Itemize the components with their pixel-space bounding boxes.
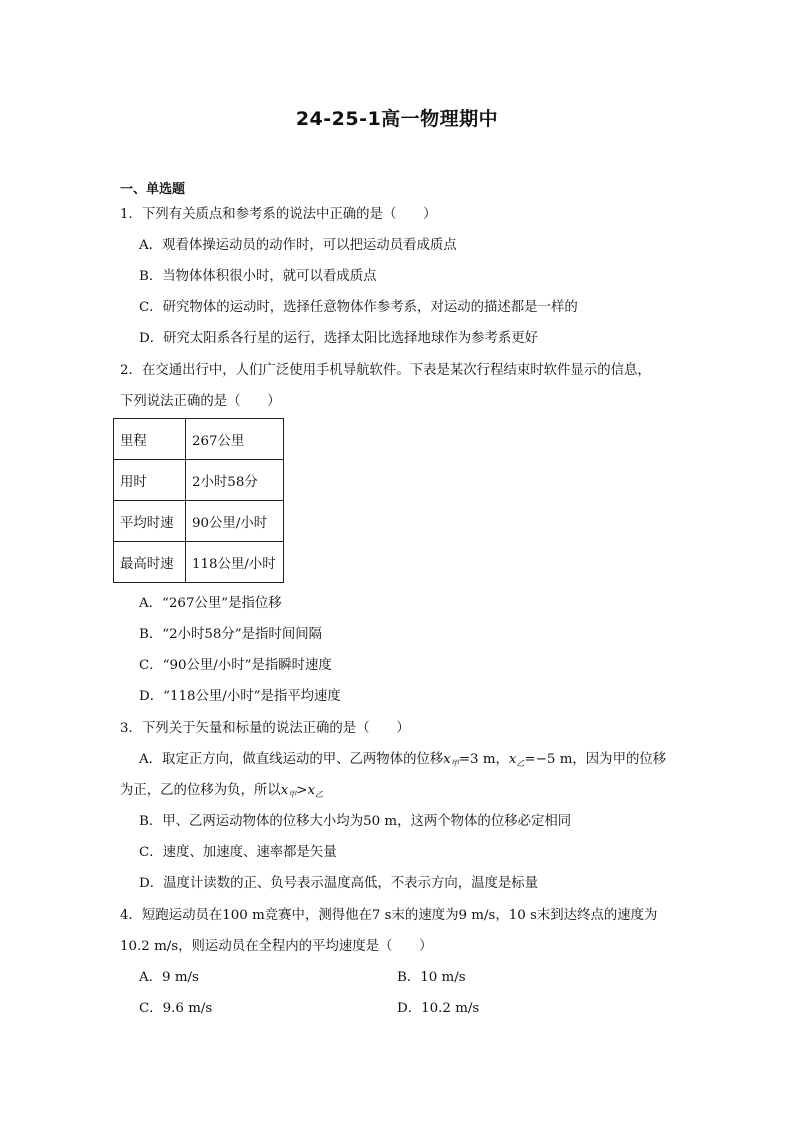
table-cell-label: 用时 xyxy=(114,460,186,501)
question-3-option-b: B．甲、乙两运动物体的位移大小均为50 m，这两个物体的位移必定相同 xyxy=(139,814,572,829)
question-3-option-c: C．速度、加速度、速率都是矢量 xyxy=(139,845,337,860)
question-1-option-d: D．研究太阳系各行星的运行，选择太阳比选择地球作为参考系更好 xyxy=(139,331,539,346)
page-title: 24-25-1高一物理期中 xyxy=(295,108,499,130)
equation-text: =3 m， xyxy=(458,752,509,767)
table-row xyxy=(114,501,284,542)
trip-info-table xyxy=(113,418,284,583)
table-cell-value: 90公里/小时 xyxy=(186,501,284,542)
table-row xyxy=(114,419,284,460)
table-cell-value: 118公里/小时 xyxy=(186,542,284,583)
question-1-option-a: A．观看体操运动员的动作时，可以把运动员看成质点 xyxy=(139,238,457,253)
question-2-option-d: D．“118公里/小时”是指平均速度 xyxy=(139,689,341,704)
question-4-stem-line1: 4．短跑运动员在100 m竞赛中，测得他在7 s末的速度为9 m/s，10 s末到达终点的速度为 xyxy=(120,908,658,923)
question-1-option-c: C．研究物体的运动时，选择任意物体作参考系，对运动的描述都是一样的 xyxy=(139,300,578,315)
question-2-stem-line2: 下列说法正确的是（ ） xyxy=(120,394,281,409)
option-a-text: A．取定正方向，做直线运动的甲、乙两物体的位移 xyxy=(139,752,444,767)
question-2-option-c: C．“90公里/小时”是指瞬时速度 xyxy=(139,658,332,673)
question-3-stem: 3．下列关于矢量和标量的说法正确的是（ ） xyxy=(120,721,410,736)
question-1-stem: 1．下列有关质点和参考系的说法中正确的是（ ） xyxy=(120,207,437,222)
question-3-option-a-line2 xyxy=(120,781,323,805)
question-4-stem-line2: 10.2 m/s，则运动员在全程内的平均速度是（ ） xyxy=(120,939,433,954)
subscript-yi: 乙 xyxy=(315,790,324,799)
section-heading: 一、单选题 xyxy=(120,182,186,197)
question-4-option-c: C．9.6 m/s xyxy=(139,1001,213,1016)
option-a-text: 为正，乙的位移为负，所以 xyxy=(120,783,281,798)
question-4-option-b: B．10 m/s xyxy=(397,970,466,985)
subscript-jia: 甲 xyxy=(288,790,297,799)
table-cell-label: 平均时速 xyxy=(114,501,186,542)
table-row xyxy=(114,542,284,583)
question-2-option-b: B．“2小时58分”是指时间间隔 xyxy=(139,627,322,642)
variable-x: x xyxy=(443,752,451,767)
table-cell-label: 里程 xyxy=(114,419,186,460)
table-cell-value: 2小时58分 xyxy=(186,460,284,501)
question-2-stem-line1: 2．在交通出行中，人们广泛使用手机导航软件。下表是某次行程结束时软件显示的信息， xyxy=(120,363,651,378)
question-3-option-d: D．温度计读数的正、负号表示温度高低，不表示方向，温度是标量 xyxy=(139,876,539,891)
variable-x: x xyxy=(307,783,316,798)
table-cell-value: 267公里 xyxy=(186,419,284,460)
question-3-option-a-line1 xyxy=(139,750,666,774)
table-cell-label: 最高时速 xyxy=(114,542,186,583)
question-4-option-d: D．10.2 m/s xyxy=(397,1001,480,1016)
subscript-jia: 甲 xyxy=(450,759,459,768)
greater-than-sign: > xyxy=(296,783,308,798)
subscript-yi: 乙 xyxy=(516,759,525,768)
variable-x: x xyxy=(280,783,289,798)
question-2-option-a: A．“267公里”是指位移 xyxy=(139,596,282,611)
question-1-option-b: B．当物体体积很小时，就可以看成质点 xyxy=(139,269,377,284)
table-row xyxy=(114,460,284,501)
variable-x: x xyxy=(508,752,517,767)
question-4-option-a: A．9 m/s xyxy=(139,970,199,985)
equation-text: =−5 m，因为甲的位移 xyxy=(524,752,667,767)
